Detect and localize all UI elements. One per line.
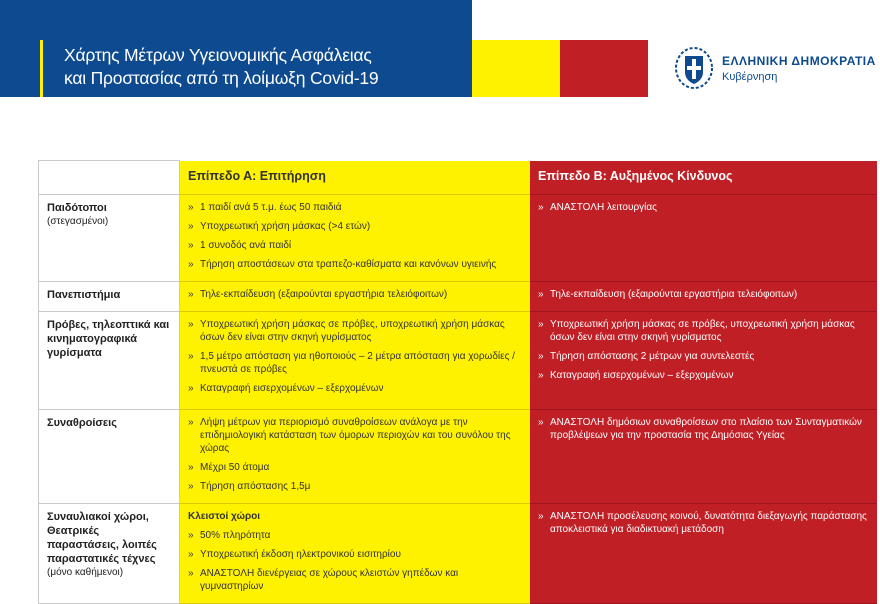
level-a-measure: » Υποχρεωτική έκδοση ηλεκτρονικού εισιτηρίου xyxy=(188,548,522,561)
level-b-measure: » ΑΝΑΣΤΟΛΗ προσέλευσης κοινού, δυνατότητα διεξαγωγής παράστασης αποκλειστικά για διαδικτυακή μετάδοση xyxy=(538,510,869,536)
level-a-measure: » ΑΝΑΣΤΟΛΗ διενέργειας σε χώρους κλειστών γηπέδων και γυμναστηρίων xyxy=(188,567,522,593)
table-row xyxy=(39,410,878,504)
level-b-cell xyxy=(530,282,877,312)
row-label-cell xyxy=(39,312,180,410)
row-sublabel: (μόνο καθήμενοι) xyxy=(47,567,124,578)
table-header-row xyxy=(39,161,878,195)
level-b-measure: » ΑΝΑΣΤΟΛΗ δημόσιων συναθροίσεων στο πλαίσιο των Συνταγματικών προβλέψεων για την προστασία της Δημόσιας Υγείας xyxy=(538,416,869,442)
level-a-cell xyxy=(180,195,531,282)
level-a-measure: » Υποχρεωτική χρήση μάσκας (>4 ετών) xyxy=(188,220,522,233)
level-a-measure: » Τήρηση απόστασης 1,5μ xyxy=(188,480,522,493)
coat-of-arms-icon xyxy=(674,46,714,90)
level-a-measure: » Καταγραφή εισερχομένων – εξερχομένων xyxy=(188,382,522,395)
level-a-measure: » Λήψη μέτρων για περιορισμό συναθροίσεων ανάλογα με την επιδημιολογική κατάσταση των όμορων περιοχών και του συνόλου της χώρας xyxy=(188,416,522,455)
level-b-cell xyxy=(530,312,877,410)
row-label-cell xyxy=(39,410,180,504)
level-a-cell xyxy=(180,282,531,312)
level-b-cell xyxy=(530,195,877,282)
row-sublabel: (στεγασμένοι) xyxy=(47,216,109,227)
level-a-measure: » Υποχρεωτική χρήση μάσκας σε πρόβες, υποχρεωτική χρήση μάσκας όσων δεν είναι στην σκηνή γυρίσματος xyxy=(188,318,522,344)
row-label-cell xyxy=(39,195,180,282)
level-b-measure: » Υποχρεωτική χρήση μάσκας σε πρόβες, υποχρεωτική χρήση μάσκας όσων δεν είναι στην σκηνή γυρίσματος xyxy=(538,318,869,344)
level-b-cell xyxy=(530,504,877,604)
level-a-measure: » 1,5 μέτρο απόσταση για ηθοποιούς – 2 μέτρα απόσταση για χορωδίες / πνευστά σε πρόβες xyxy=(188,350,522,376)
row-label: Παιδότοποι xyxy=(47,202,107,214)
level-a-measure: » 1 συνοδός ανά παιδί xyxy=(188,239,522,252)
table-row xyxy=(39,504,878,604)
table-row xyxy=(39,282,878,312)
column-header-level-a: Επίπεδο Α: Επιτήρηση xyxy=(180,161,531,195)
level-a-cell xyxy=(180,504,531,604)
table-row xyxy=(39,195,878,282)
row-label: Συναθροίσεις xyxy=(47,417,117,429)
level-a-subheading: Κλειστοί χώροι xyxy=(188,511,261,522)
level-a-measure: » Τήρηση αποστάσεων στα τραπεζο-καθίσματα και κανόνων υγιεινής xyxy=(188,258,522,271)
row-label: Πρόβες, τηλεοπτικά και κινηματογραφικά γυρίσματα xyxy=(47,319,170,359)
level-b-measure: » ΑΝΑΣΤΟΛΗ λειτουργίας xyxy=(538,201,869,214)
title-line-1: Χάρτης Μέτρων Υγειονομικής Ασφάλειας xyxy=(64,45,372,65)
level-b-measure: » Καταγραφή εισερχομένων – εξερχομένων xyxy=(538,369,869,382)
measures-table xyxy=(38,160,877,604)
level-a-measure: » Μέχρι 50 άτομα xyxy=(188,461,522,474)
row-label: Πανεπιστήμια xyxy=(47,289,121,301)
level-b-cell xyxy=(530,410,877,504)
table-row xyxy=(39,312,878,410)
yellow-color-bar xyxy=(472,40,560,97)
level-b-measure: » Τήρηση απόστασης 2 μέτρων για συντελεστές xyxy=(538,350,869,363)
level-b-measure: » Τηλε-εκπαίδευση (εξαιρούνται εργαστήρια τελειόφοιτων) xyxy=(538,288,869,301)
level-a-measure: » Τηλε-εκπαίδευση (εξαιρούνται εργαστήρια τελειόφοιτων) xyxy=(188,288,522,301)
level-a-cell xyxy=(180,410,531,504)
column-header-blank xyxy=(39,161,180,195)
page-title xyxy=(64,44,378,90)
row-label-cell xyxy=(39,504,180,604)
column-header-level-b: Επίπεδο Β: Αυξημένος Κίνδυνος xyxy=(530,161,877,195)
level-a-measure: » 50% πληρότητα xyxy=(188,529,522,542)
logo-name: ΕΛΛΗΝΙΚΗ ΔΗΜΟΚΡΑΤΙΑ xyxy=(722,53,876,68)
government-logo xyxy=(674,46,876,90)
row-label: Συναυλιακοί χώροι, Θεατρικές παραστάσεις, λοιπές παραστατικές τέχνες xyxy=(47,511,157,565)
accent-line xyxy=(40,40,43,97)
logo-subtitle: Κυβέρνηση xyxy=(722,70,778,83)
title-line-2: και Προστασίας από τη λοίμωξη Covid-19 xyxy=(64,68,379,88)
level-a-cell xyxy=(180,312,531,410)
level-a-measure: » 1 παιδί ανά 5 τ.μ. έως 50 παιδιά xyxy=(188,201,522,214)
red-color-bar xyxy=(560,40,648,97)
row-label-cell xyxy=(39,282,180,312)
